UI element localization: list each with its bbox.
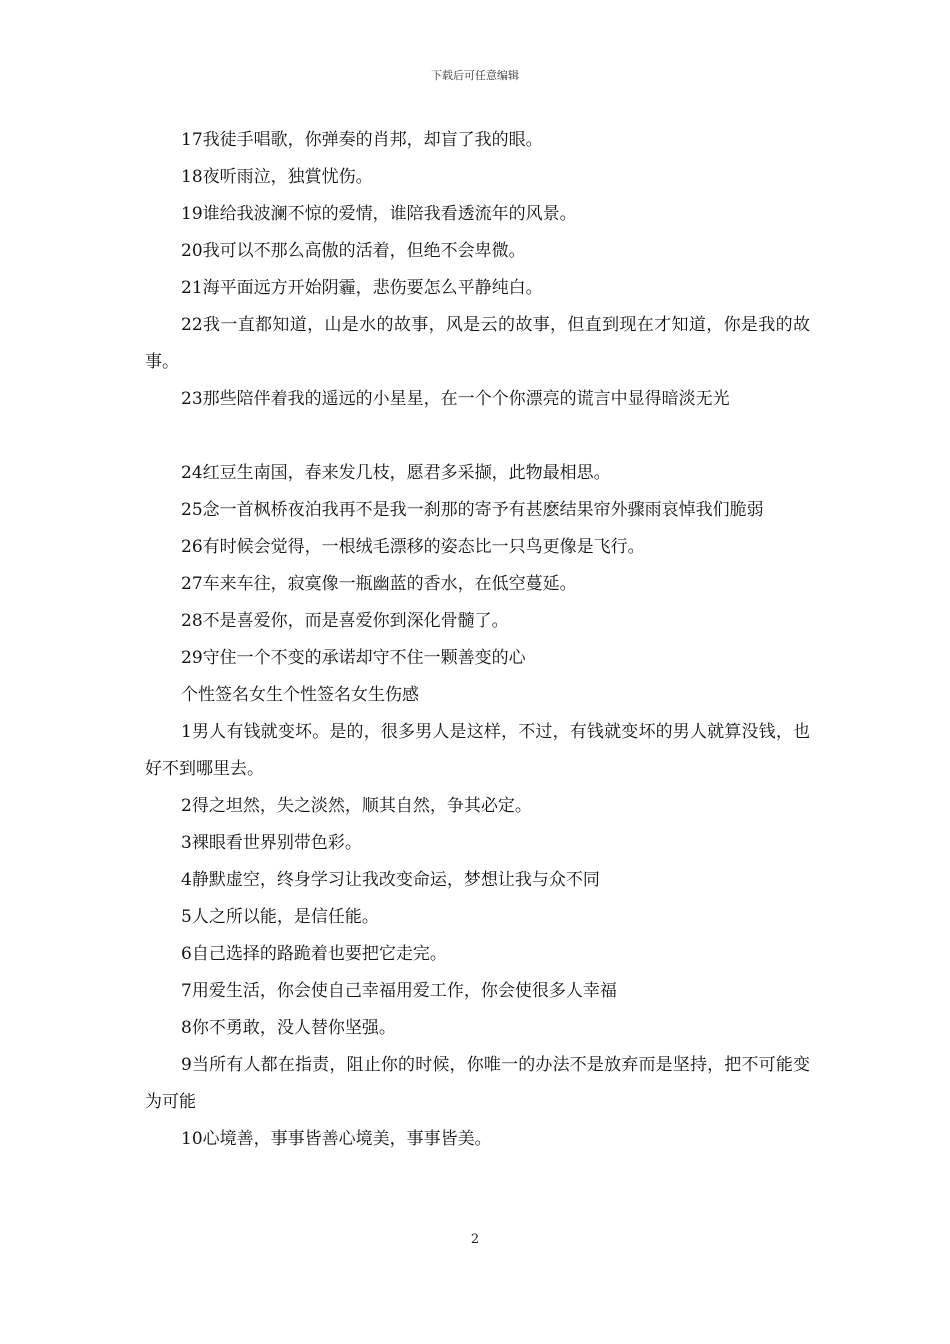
paragraph-2: 2得之坦然，失之淡然，顺其自然，争其必定。 bbox=[181, 796, 532, 816]
paragraph-19: 19谁给我波澜不惊的爱情，谁陪我看透流年的风景。 bbox=[181, 204, 577, 224]
paragraph-21: 21海平面远方开始阴霾，悲伤要怎么平静纯白。 bbox=[181, 278, 543, 298]
paragraph-18: 18夜听雨泣，独賞忧伤。 bbox=[181, 167, 373, 187]
paragraph-22: 22我一直都知道，山是水的故事，风是云的故事，但直到现在才知道，你是我的故事。 bbox=[145, 315, 810, 372]
paragraph-8: 8你不勇敢，没人替你坚强。 bbox=[181, 1018, 396, 1038]
paragraph-10: 10心境善，事事皆善心境美，事事皆美。 bbox=[181, 1129, 492, 1149]
paragraph-24: 24红豆生南国，春来发几枝，愿君多采撷，此物最相思。 bbox=[181, 463, 611, 483]
paragraph-27: 27车来车往，寂寞像一瓶幽蓝的香水，在低空蔓延。 bbox=[181, 574, 577, 594]
paragraph-20: 20我可以不那么高傲的活着，但绝不会卑微。 bbox=[181, 241, 526, 261]
paragraph-9: 9当所有人都在指责，阻止你的时候，你唯一的办法不是放弃而是坚持，把不可能变为可能 bbox=[145, 1055, 810, 1112]
paragraph-26: 26有时候会觉得，一根绒毛漂移的姿态比一只鸟更像是飞行。 bbox=[181, 537, 645, 557]
page-header: 下载后可任意编辑 bbox=[431, 69, 519, 82]
page-number: 2 bbox=[470, 1232, 480, 1247]
paragraph-25: 25念一首枫桥夜泊我再不是我一刹那的寄予有甚麽结果帘外骤雨哀悼我们脆弱 bbox=[181, 500, 764, 520]
paragraph-6: 6自己选择的路跪着也要把它走完。 bbox=[181, 944, 447, 964]
paragraph-23: 23那些陪伴着我的遥远的小星星，在一个个你漂亮的谎言中显得暗淡无光 bbox=[181, 389, 730, 409]
paragraph-4: 4静默虚空，终身学习让我改变命运，梦想让我与众不同 bbox=[181, 870, 600, 890]
document-body bbox=[145, 122, 810, 1158]
paragraph-29: 29守住一个不变的承诺却守不住一颗善变的心 bbox=[181, 648, 526, 668]
paragraph-5: 5人之所以能，是信任能。 bbox=[181, 907, 379, 927]
paragraph-3: 3裸眼看世界别带色彩。 bbox=[181, 833, 362, 853]
paragraph-7: 7用爱生活，你会使自己幸福用爱工作，你会使很多人幸福 bbox=[181, 981, 617, 1001]
paragraph-1: 1男人有钱就变坏。是的，很多男人是这样，不过，有钱就变坏的男人就算没钱，也好不到哪里去。 bbox=[145, 722, 810, 779]
paragraph-17: 17我徒手唱歌，你弹奏的肖邦，却盲了我的眼。 bbox=[181, 130, 543, 150]
section-heading: 个性签名女生个性签名女生伤感 bbox=[181, 685, 419, 705]
blank-line bbox=[145, 418, 810, 455]
paragraph-28: 28不是喜爱你，而是喜爱你到深化骨髓了。 bbox=[181, 611, 509, 631]
